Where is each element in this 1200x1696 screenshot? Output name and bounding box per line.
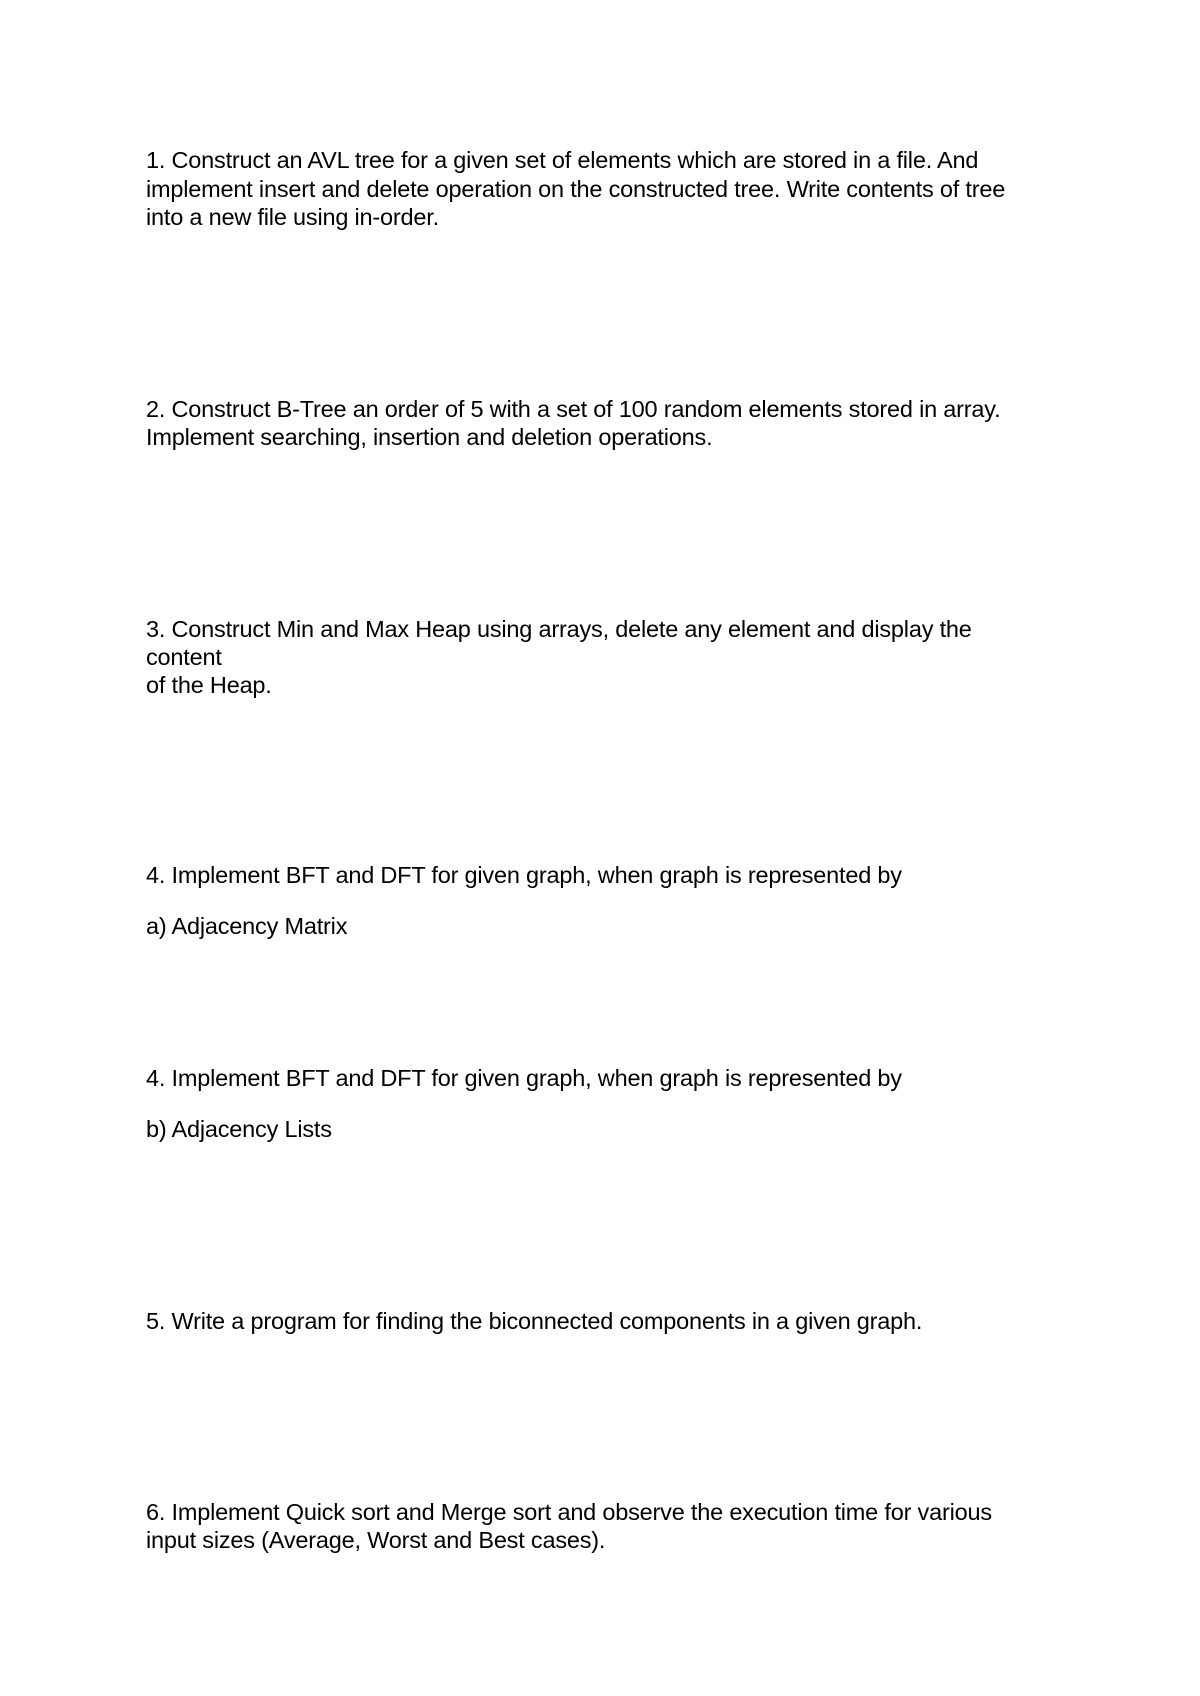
paragraph-line: 3. Construct Min and Max Heap using arrays, delete any element and display the bbox=[146, 616, 972, 642]
paragraph-line: 4. Implement BFT and DFT for given graph, when graph is represented by bbox=[146, 1065, 902, 1091]
paragraph-line: of the Heap. bbox=[146, 672, 272, 698]
paragraph-line: 5. Write a program for finding the biconnected components in a given graph. bbox=[146, 1308, 923, 1334]
paragraph-line: 2. Construct B-Tree an order of 5 with a set of 100 random elements stored in array. bbox=[146, 396, 1001, 422]
paragraph-line: 6. Implement Quick sort and Merge sort and observe the execution time for various bbox=[146, 1499, 992, 1525]
paragraph-line: implement insert and delete operation on the constructed tree. Write contents of tree bbox=[146, 176, 1006, 202]
paragraph-line: Implement searching, insertion and deletion operations. bbox=[146, 424, 713, 450]
paragraph-line: a) Adjacency Matrix bbox=[146, 913, 348, 939]
paragraph-line: 1. Construct an AVL tree for a given set of elements which are stored in a file. And bbox=[146, 147, 979, 173]
paragraph-line: input sizes (Average, Worst and Best cases). bbox=[146, 1527, 606, 1553]
paragraph-line: b) Adjacency Lists bbox=[146, 1116, 332, 1142]
paragraph-line: into a new file using in-order. bbox=[146, 204, 439, 230]
paragraph-line: 4. Implement BFT and DFT for given graph, when graph is represented by bbox=[146, 862, 902, 888]
paragraph-line: content bbox=[146, 644, 222, 670]
